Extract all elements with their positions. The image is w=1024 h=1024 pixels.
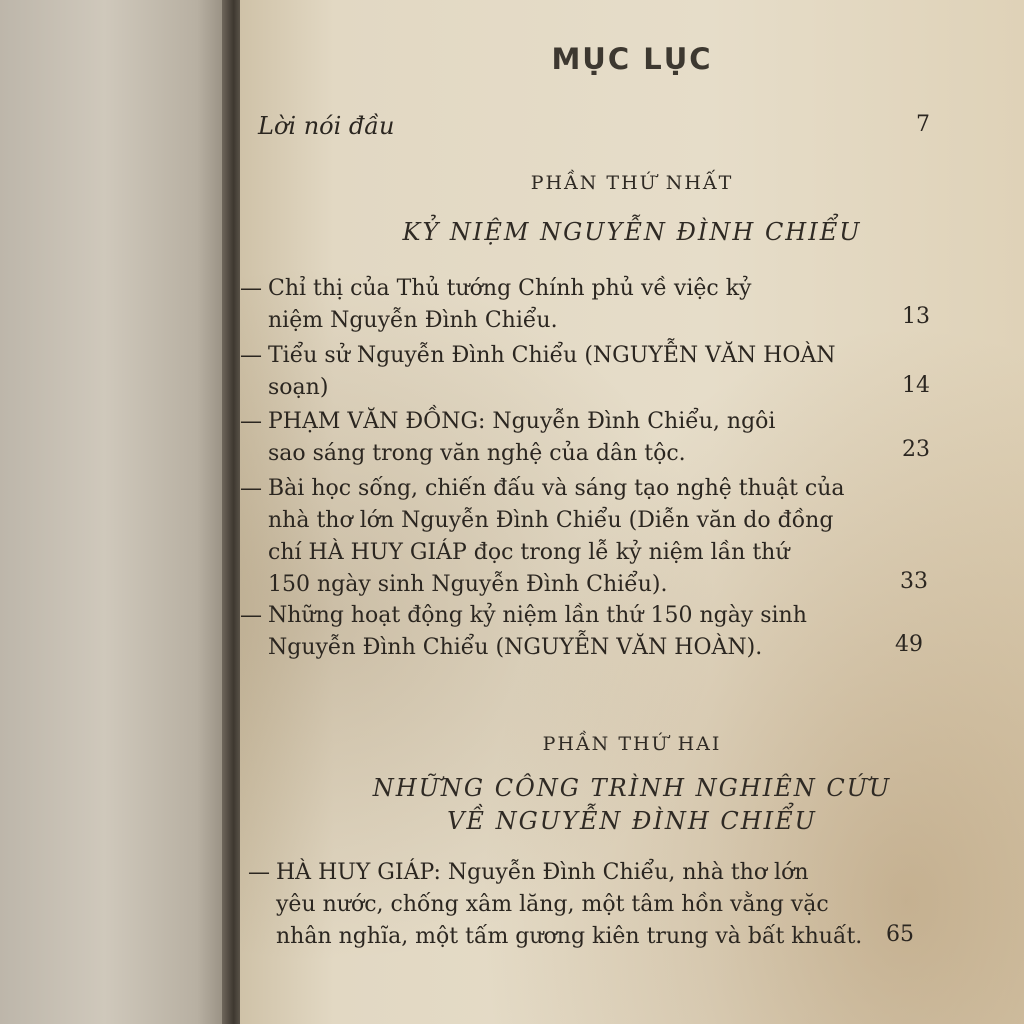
entry-dash: — — [240, 343, 262, 368]
part2-heading: PHẦN THỨ HAI — [542, 733, 722, 755]
part1-subtitle: KỶ NIỆM NGUYỄN ĐÌNH CHIỂU — [402, 218, 862, 246]
entry-page: 14 — [902, 373, 930, 398]
entry-page: 13 — [902, 304, 930, 329]
entry-line: Tiểu sử Nguyễn Đình Chiểu (NGUYỄN VĂN HOÀN — [268, 343, 836, 368]
entry-dash: — — [240, 409, 262, 434]
entry-page: 49 — [895, 632, 923, 657]
entry-line: Những hoạt động kỷ niệm lần thứ 150 ngày sinh — [268, 603, 807, 628]
entry-line: PHẠM VĂN ĐỒNG: Nguyễn Đình Chiểu, ngôi — [268, 409, 776, 434]
entry-page: 23 — [902, 437, 930, 462]
entry-line: Bài học sống, chiến đấu và sáng tạo nghệ thuật của — [268, 476, 845, 501]
entry-line: niệm Nguyễn Đình Chiểu. — [268, 308, 558, 333]
entry-line: nhân nghĩa, một tấm gương kiên trung và bất khuất. — [276, 924, 863, 949]
page-title: MỤC LỤC — [551, 42, 713, 76]
entry-line: yêu nước, chống xâm lăng, một tâm hồn vằng vặc — [276, 892, 829, 917]
entry-line: soạn) — [268, 375, 329, 400]
entry-dash: — — [240, 603, 262, 628]
entry-line: HÀ HUY GIÁP: Nguyễn Đình Chiểu, nhà thơ lớn — [276, 860, 809, 885]
entry-line: nhà thơ lớn Nguyễn Đình Chiểu (Diễn văn do đồng — [268, 508, 834, 533]
entry-dash: — — [240, 276, 262, 301]
left-page-blurred — [0, 0, 232, 1024]
entry-dash: — — [240, 476, 262, 501]
entry-page: 65 — [886, 922, 914, 947]
preface-label: Lời nói đầu — [258, 112, 395, 140]
part2-subtitle-line1: NHỮNG CÔNG TRÌNH NGHIÊN CỨU — [372, 774, 892, 802]
entry-line: chí HÀ HUY GIÁP đọc trong lễ kỷ niệm lần thứ — [268, 540, 790, 565]
entry-line: Nguyễn Đình Chiểu (NGUYỄN VĂN HOÀN). — [268, 635, 763, 660]
entry-line: sao sáng trong văn nghệ của dân tộc. — [268, 441, 686, 466]
part1-heading: PHẦN THỨ NHẤT — [530, 172, 734, 194]
preface-page: 7 — [916, 112, 930, 137]
part2-subtitle-line2: VỀ NGUYỄN ĐÌNH CHIỂU — [447, 807, 817, 835]
entry-line: 150 ngày sinh Nguyễn Đình Chiểu). — [268, 572, 668, 597]
right-page — [240, 0, 1024, 1024]
entry-dash: — — [248, 860, 270, 885]
entry-line: Chỉ thị của Thủ tướng Chính phủ về việc kỷ — [268, 276, 752, 301]
entry-page: 33 — [900, 569, 928, 594]
